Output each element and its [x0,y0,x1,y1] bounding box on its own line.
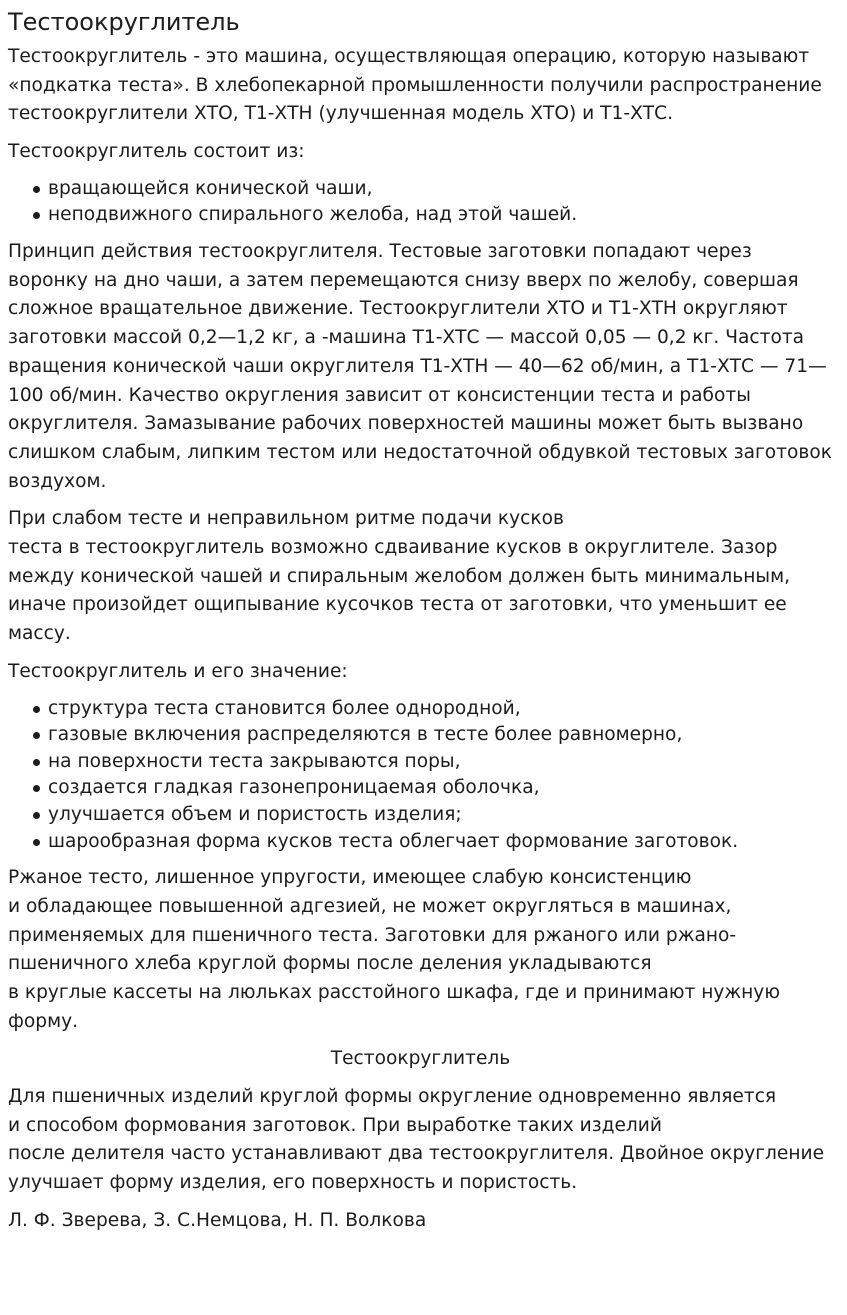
composition-heading: Тестоокруглитель состоит из: [8,141,305,163]
list-item: газовые включения распределяются в тесте более равномерно, [48,722,833,749]
list-item: улучшается объем и пористость изделия; [48,802,833,829]
paragraph-line: Для пшеничных изделий круглой формы округление одновременно является [8,1086,777,1108]
significance-heading: Тестоокруглитель и его значение: [8,660,348,682]
wheat-paragraph [8,1083,833,1198]
paragraph-line: теста в тестоокруглитель возможно сдваивание кусков в округлителе. Зазор между конической чашей и спиральным желобом должен быть минимальным, иначе произойдет ощипывание кусочков теста от заготовки, что уменьшит ее массу. [8,537,791,645]
principle-paragraph: Принцип действия тестоокруглителя. Тестовые заготовки попадают через воронку на дно чаши, а затем перемещаются снизу вверх по желобу, совершая сложное вращательное движение. Тестоокруглители ХТО и Т1-ХТН округляют заготовки массой 0,2—1,2 кг, а -машина Т1-ХТС — массой 0,05 — 0,2 кг. Частота вращения конической чаши округлителя Т1-ХТН — 40—62 об/мин, а Т1-ХТС — 71—100 об/мин. Качество округления зависит от консистенции теста и работы округлителя. Замазывание рабочих поверхностей машины может быть вызвано слишком слабым, липким тестом или недостаточной обдувкой тестовых заготовок воздухом. [8,241,832,492]
intro-paragraph: Тестоокруглитель - это машина, осуществляющая операцию, которую называют «подкатка теста». В хлебопекарной промышленности получили распространение тестоокруглители ХТО, Т1-ХТН (улучшенная модель ХТО) и Т1-ХТС. [8,46,822,125]
paragraph-line: и способом формования заготовок. При выработке таких изделий [8,1114,662,1136]
significance-list [8,696,833,856]
composition-list [8,176,833,229]
image-caption: Тестоокруглитель [330,1048,511,1070]
paragraph-line: Ржаное тесто, лишенное упругости, имеющее слабую консистенцию [8,867,692,889]
paragraph-line: и обладающее повышенной адгезией, не может округляться в машинах, применяемых для пшеничного теста. Заготовки для ржаного или ржано-пшеничного хлеба круглой формы после деления укладываются [8,895,737,975]
list-item: на поверхности теста закрываются поры, [48,749,833,776]
article-title: Тестоокруглитель [8,8,240,36]
authors: Л. Ф. Зверева, З. С.Немцова, Н. П. Волкова [8,1209,427,1231]
list-item: неподвижного спирального желоба, над этой чашей. [48,202,833,229]
paragraph-line: При слабом тесте и неправильном ритме подачи кусков [8,508,564,530]
list-item: шарообразная форма кусков теста облегчает формование заготовок. [48,829,833,856]
paragraph-line: после делителя часто устанавливают два тестоокруглителя. Двойное округление улучшает форму изделия, его поверхность и пористость. [8,1143,825,1194]
list-item: вращающейся конической чаши, [48,176,833,203]
list-item: создается гладкая газонепроницаемая оболочка, [48,775,833,802]
weak-dough-paragraph [8,505,833,649]
paragraph-line: в круглые кассеты на люльках расстойного шкафа, где и принимают нужную форму. [8,981,780,1032]
rye-paragraph [8,864,833,1036]
list-item: структура теста становится более однородной, [48,696,833,723]
